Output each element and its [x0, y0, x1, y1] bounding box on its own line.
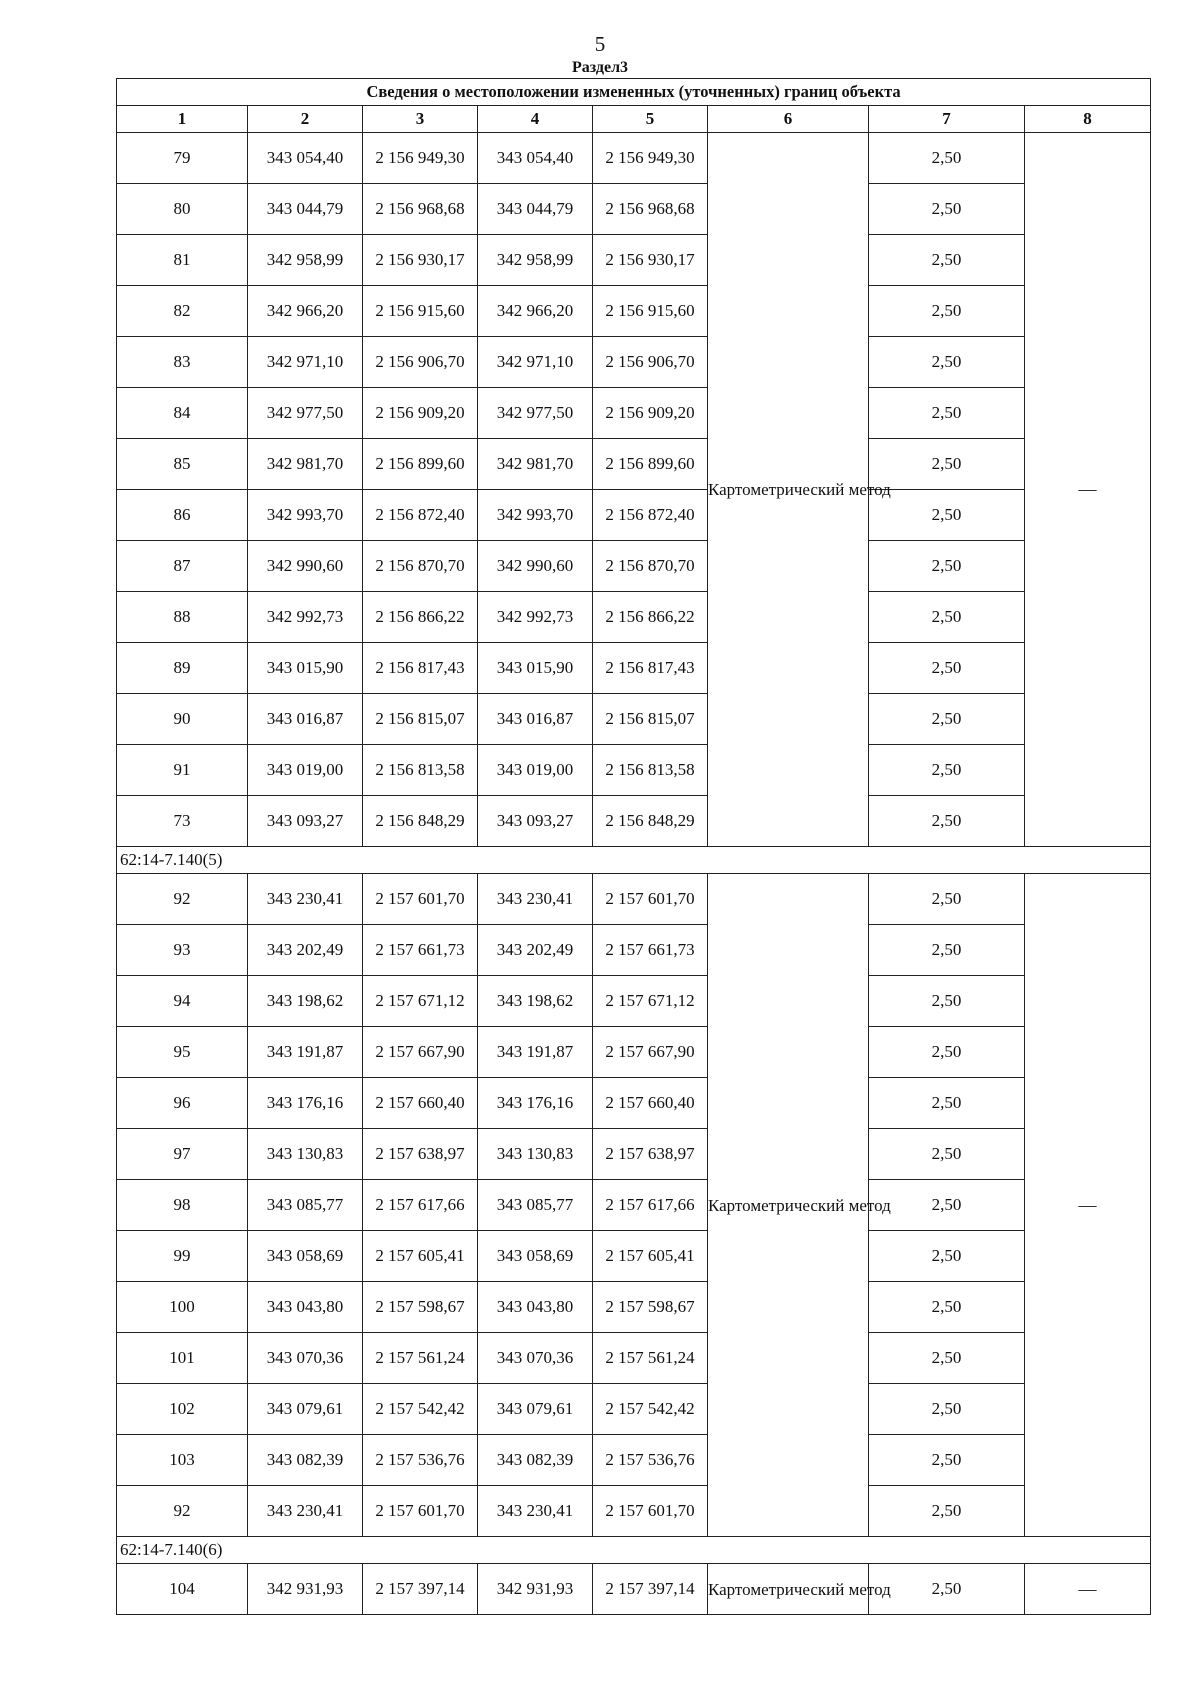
x-coordinate-old-cell: 343 058,69 [248, 1231, 363, 1282]
group-label: 62:14-7.140(6) [117, 1537, 1151, 1564]
point-number-cell: 93 [117, 925, 248, 976]
x-coordinate-new-cell: 342 971,10 [478, 337, 593, 388]
column-number: 4 [478, 106, 593, 133]
x-coordinate-new-cell: 342 981,70 [478, 439, 593, 490]
y-coordinate-new-cell: 2 156 949,30 [593, 133, 708, 184]
x-coordinate-old-cell: 342 981,70 [248, 439, 363, 490]
y-coordinate-old-cell: 2 157 605,41 [363, 1231, 478, 1282]
x-coordinate-new-cell: 343 054,40 [478, 133, 593, 184]
x-coordinate-new-cell: 343 058,69 [478, 1231, 593, 1282]
table-row [117, 976, 1151, 1027]
y-coordinate-new-cell: 2 157 598,67 [593, 1282, 708, 1333]
y-coordinate-new-cell: 2 157 667,90 [593, 1027, 708, 1078]
accuracy-cell: 2,50 [869, 796, 1025, 847]
point-number-cell: 97 [117, 1129, 248, 1180]
point-number-cell: 95 [117, 1027, 248, 1078]
accuracy-cell: 2,50 [869, 874, 1025, 925]
x-coordinate-new-cell: 342 993,70 [478, 490, 593, 541]
point-number-cell: 80 [117, 184, 248, 235]
y-coordinate-new-cell: 2 157 536,76 [593, 1435, 708, 1486]
method-cell: Картометрический метод [708, 874, 869, 1537]
y-coordinate-old-cell: 2 156 815,07 [363, 694, 478, 745]
y-coordinate-old-cell: 2 156 848,29 [363, 796, 478, 847]
point-number-cell: 90 [117, 694, 248, 745]
y-coordinate-old-cell: 2 156 899,60 [363, 439, 478, 490]
x-coordinate-new-cell: 342 992,73 [478, 592, 593, 643]
point-number-cell: 103 [117, 1435, 248, 1486]
y-coordinate-new-cell: 2 156 872,40 [593, 490, 708, 541]
y-coordinate-old-cell: 2 157 536,76 [363, 1435, 478, 1486]
accuracy-cell: 2,50 [869, 133, 1025, 184]
table-row [117, 1333, 1151, 1384]
y-coordinate-new-cell: 2 156 968,68 [593, 184, 708, 235]
y-coordinate-old-cell: 2 156 949,30 [363, 133, 478, 184]
x-coordinate-old-cell: 343 130,83 [248, 1129, 363, 1180]
x-coordinate-new-cell: 343 015,90 [478, 643, 593, 694]
accuracy-cell: 2,50 [869, 643, 1025, 694]
x-coordinate-old-cell: 343 191,87 [248, 1027, 363, 1078]
y-coordinate-new-cell: 2 156 848,29 [593, 796, 708, 847]
accuracy-cell: 2,50 [869, 184, 1025, 235]
y-coordinate-new-cell: 2 156 817,43 [593, 643, 708, 694]
column-number: 2 [248, 106, 363, 133]
y-coordinate-old-cell: 2 156 968,68 [363, 184, 478, 235]
point-number-cell: 81 [117, 235, 248, 286]
accuracy-cell: 2,50 [869, 1078, 1025, 1129]
x-coordinate-new-cell: 342 977,50 [478, 388, 593, 439]
x-coordinate-old-cell: 343 230,41 [248, 874, 363, 925]
x-coordinate-new-cell: 343 044,79 [478, 184, 593, 235]
accuracy-cell: 2,50 [869, 286, 1025, 337]
y-coordinate-old-cell: 2 156 930,17 [363, 235, 478, 286]
x-coordinate-new-cell: 343 198,62 [478, 976, 593, 1027]
y-coordinate-new-cell: 2 156 815,07 [593, 694, 708, 745]
table-row [117, 796, 1151, 847]
y-coordinate-old-cell: 2 157 638,97 [363, 1129, 478, 1180]
accuracy-cell: 2,50 [869, 694, 1025, 745]
x-coordinate-old-cell: 342 971,10 [248, 337, 363, 388]
point-number-cell: 102 [117, 1384, 248, 1435]
accuracy-cell: 2,50 [869, 439, 1025, 490]
y-coordinate-new-cell: 2 157 660,40 [593, 1078, 708, 1129]
x-coordinate-old-cell: 342 992,73 [248, 592, 363, 643]
accuracy-cell: 2,50 [869, 388, 1025, 439]
y-coordinate-new-cell: 2 157 542,42 [593, 1384, 708, 1435]
x-coordinate-new-cell: 342 966,20 [478, 286, 593, 337]
group-label-row [117, 847, 1151, 874]
accuracy-cell: 2,50 [869, 337, 1025, 388]
y-coordinate-old-cell: 2 156 915,60 [363, 286, 478, 337]
x-coordinate-old-cell: 343 079,61 [248, 1384, 363, 1435]
column-number: 3 [363, 106, 478, 133]
point-number-cell: 104 [117, 1564, 248, 1615]
x-coordinate-old-cell: 343 054,40 [248, 133, 363, 184]
group-label: 62:14-7.140(5) [117, 847, 1151, 874]
table-row [117, 133, 1151, 184]
x-coordinate-new-cell: 343 093,27 [478, 796, 593, 847]
x-coordinate-old-cell: 342 993,70 [248, 490, 363, 541]
x-coordinate-old-cell: 343 016,87 [248, 694, 363, 745]
y-coordinate-old-cell: 2 157 661,73 [363, 925, 478, 976]
accuracy-cell: 2,50 [869, 1384, 1025, 1435]
y-coordinate-old-cell: 2 156 872,40 [363, 490, 478, 541]
table-row [117, 694, 1151, 745]
table-row [117, 592, 1151, 643]
table-row [117, 541, 1151, 592]
y-coordinate-new-cell: 2 156 899,60 [593, 439, 708, 490]
y-coordinate-new-cell: 2 156 866,22 [593, 592, 708, 643]
accuracy-cell: 2,50 [869, 592, 1025, 643]
y-coordinate-old-cell: 2 156 909,20 [363, 388, 478, 439]
x-coordinate-new-cell: 343 019,00 [478, 745, 593, 796]
point-number-cell: 98 [117, 1180, 248, 1231]
accuracy-cell: 2,50 [869, 1435, 1025, 1486]
table-row [117, 1486, 1151, 1537]
x-coordinate-old-cell: 343 176,16 [248, 1078, 363, 1129]
y-coordinate-old-cell: 2 157 667,90 [363, 1027, 478, 1078]
table-row [117, 1129, 1151, 1180]
y-coordinate-old-cell: 2 157 617,66 [363, 1180, 478, 1231]
point-number-cell: 91 [117, 745, 248, 796]
table-row [117, 1435, 1151, 1486]
table-row [117, 1282, 1151, 1333]
y-coordinate-old-cell: 2 156 866,22 [363, 592, 478, 643]
x-coordinate-old-cell: 342 977,50 [248, 388, 363, 439]
y-coordinate-new-cell: 2 157 397,14 [593, 1564, 708, 1615]
accuracy-cell: 2,50 [869, 1333, 1025, 1384]
accuracy-cell: 2,50 [869, 976, 1025, 1027]
y-coordinate-new-cell: 2 157 601,70 [593, 1486, 708, 1537]
y-coordinate-old-cell: 2 157 598,67 [363, 1282, 478, 1333]
y-coordinate-old-cell: 2 157 397,14 [363, 1564, 478, 1615]
x-coordinate-old-cell: 343 015,90 [248, 643, 363, 694]
table-row [117, 184, 1151, 235]
table-row [117, 643, 1151, 694]
x-coordinate-old-cell: 343 230,41 [248, 1486, 363, 1537]
point-number-cell: 101 [117, 1333, 248, 1384]
x-coordinate-new-cell: 343 079,61 [478, 1384, 593, 1435]
table-row [117, 1384, 1151, 1435]
x-coordinate-new-cell: 342 958,99 [478, 235, 593, 286]
point-number-cell: 92 [117, 1486, 248, 1537]
y-coordinate-old-cell: 2 156 813,58 [363, 745, 478, 796]
y-coordinate-new-cell: 2 156 870,70 [593, 541, 708, 592]
table-row [117, 286, 1151, 337]
y-coordinate-old-cell: 2 157 561,24 [363, 1333, 478, 1384]
accuracy-cell: 2,50 [869, 1231, 1025, 1282]
y-coordinate-new-cell: 2 157 671,12 [593, 976, 708, 1027]
x-coordinate-old-cell: 343 043,80 [248, 1282, 363, 1333]
boundary-points-table [116, 78, 1151, 1615]
point-number-cell: 100 [117, 1282, 248, 1333]
x-coordinate-old-cell: 343 044,79 [248, 184, 363, 235]
x-coordinate-new-cell: 343 085,77 [478, 1180, 593, 1231]
accuracy-cell: 2,50 [869, 1486, 1025, 1537]
x-coordinate-new-cell: 343 230,41 [478, 874, 593, 925]
x-coordinate-old-cell: 343 085,77 [248, 1180, 363, 1231]
accuracy-cell: 2,50 [869, 1027, 1025, 1078]
table-row [117, 490, 1151, 541]
x-coordinate-old-cell: 343 198,62 [248, 976, 363, 1027]
y-coordinate-old-cell: 2 156 906,70 [363, 337, 478, 388]
x-coordinate-old-cell: 343 082,39 [248, 1435, 363, 1486]
method-cell: Картометрический метод [708, 133, 869, 847]
x-coordinate-old-cell: 343 070,36 [248, 1333, 363, 1384]
accuracy-cell: 2,50 [869, 490, 1025, 541]
note-cell: — [1025, 133, 1151, 847]
x-coordinate-old-cell: 342 931,93 [248, 1564, 363, 1615]
x-coordinate-new-cell: 343 191,87 [478, 1027, 593, 1078]
point-number-cell: 99 [117, 1231, 248, 1282]
column-number: 5 [593, 106, 708, 133]
y-coordinate-new-cell: 2 157 561,24 [593, 1333, 708, 1384]
page-number: 5 [594, 32, 606, 56]
y-coordinate-old-cell: 2 157 671,12 [363, 976, 478, 1027]
y-coordinate-old-cell: 2 157 660,40 [363, 1078, 478, 1129]
table-row [117, 439, 1151, 490]
table-title-row [117, 79, 1151, 106]
accuracy-cell: 2,50 [869, 1282, 1025, 1333]
accuracy-cell: 2,50 [869, 541, 1025, 592]
y-coordinate-old-cell: 2 157 542,42 [363, 1384, 478, 1435]
point-number-cell: 79 [117, 133, 248, 184]
point-number-cell: 87 [117, 541, 248, 592]
point-number-cell: 85 [117, 439, 248, 490]
column-number: 6 [708, 106, 869, 133]
column-number: 1 [117, 106, 248, 133]
column-number: 7 [869, 106, 1025, 133]
x-coordinate-new-cell: 343 043,80 [478, 1282, 593, 1333]
x-coordinate-new-cell: 343 130,83 [478, 1129, 593, 1180]
point-number-cell: 82 [117, 286, 248, 337]
y-coordinate-new-cell: 2 156 915,60 [593, 286, 708, 337]
y-coordinate-new-cell: 2 157 601,70 [593, 874, 708, 925]
x-coordinate-new-cell: 343 016,87 [478, 694, 593, 745]
table-row [117, 1564, 1151, 1615]
point-number-cell: 83 [117, 337, 248, 388]
accuracy-cell: 2,50 [869, 1129, 1025, 1180]
y-coordinate-new-cell: 2 156 909,20 [593, 388, 708, 439]
y-coordinate-new-cell: 2 157 661,73 [593, 925, 708, 976]
x-coordinate-new-cell: 343 202,49 [478, 925, 593, 976]
accuracy-cell: 2,50 [869, 925, 1025, 976]
column-number-row [117, 106, 1151, 133]
accuracy-cell: 2,50 [869, 1180, 1025, 1231]
point-number-cell: 94 [117, 976, 248, 1027]
method-cell: Картометрический метод [708, 1564, 869, 1615]
section-title: Раздел3 [571, 59, 629, 76]
note-cell: — [1025, 874, 1151, 1537]
y-coordinate-old-cell: 2 156 817,43 [363, 643, 478, 694]
accuracy-cell: 2,50 [869, 745, 1025, 796]
x-coordinate-old-cell: 343 202,49 [248, 925, 363, 976]
x-coordinate-new-cell: 343 070,36 [478, 1333, 593, 1384]
y-coordinate-old-cell: 2 157 601,70 [363, 874, 478, 925]
table-row [117, 388, 1151, 439]
x-coordinate-new-cell: 343 230,41 [478, 1486, 593, 1537]
y-coordinate-old-cell: 2 156 870,70 [363, 541, 478, 592]
accuracy-cell: 2,50 [869, 235, 1025, 286]
y-coordinate-new-cell: 2 156 813,58 [593, 745, 708, 796]
x-coordinate-old-cell: 342 958,99 [248, 235, 363, 286]
x-coordinate-new-cell: 343 176,16 [478, 1078, 593, 1129]
table-row [117, 1231, 1151, 1282]
table-row [117, 235, 1151, 286]
point-number-cell: 96 [117, 1078, 248, 1129]
y-coordinate-new-cell: 2 157 605,41 [593, 1231, 708, 1282]
table-row [117, 925, 1151, 976]
y-coordinate-new-cell: 2 156 906,70 [593, 337, 708, 388]
column-number: 8 [1025, 106, 1151, 133]
table-row [117, 1180, 1151, 1231]
y-coordinate-old-cell: 2 157 601,70 [363, 1486, 478, 1537]
table-title: Сведения о местоположении измененных (уточненных) границ объекта [117, 79, 1151, 106]
x-coordinate-old-cell: 343 093,27 [248, 796, 363, 847]
table-row [117, 874, 1151, 925]
x-coordinate-old-cell: 343 019,00 [248, 745, 363, 796]
table-body [117, 79, 1151, 1615]
x-coordinate-new-cell: 343 082,39 [478, 1435, 593, 1486]
note-cell: — [1025, 1564, 1151, 1615]
x-coordinate-old-cell: 342 966,20 [248, 286, 363, 337]
point-number-cell: 73 [117, 796, 248, 847]
table-row [117, 337, 1151, 388]
point-number-cell: 84 [117, 388, 248, 439]
table-row [117, 1078, 1151, 1129]
y-coordinate-new-cell: 2 157 638,97 [593, 1129, 708, 1180]
y-coordinate-new-cell: 2 156 930,17 [593, 235, 708, 286]
x-coordinate-old-cell: 342 990,60 [248, 541, 363, 592]
table-row [117, 745, 1151, 796]
point-number-cell: 88 [117, 592, 248, 643]
y-coordinate-new-cell: 2 157 617,66 [593, 1180, 708, 1231]
point-number-cell: 86 [117, 490, 248, 541]
x-coordinate-new-cell: 342 931,93 [478, 1564, 593, 1615]
group-label-row [117, 1537, 1151, 1564]
point-number-cell: 89 [117, 643, 248, 694]
accuracy-cell: 2,50 [869, 1564, 1025, 1615]
point-number-cell: 92 [117, 874, 248, 925]
x-coordinate-new-cell: 342 990,60 [478, 541, 593, 592]
table-row [117, 1027, 1151, 1078]
